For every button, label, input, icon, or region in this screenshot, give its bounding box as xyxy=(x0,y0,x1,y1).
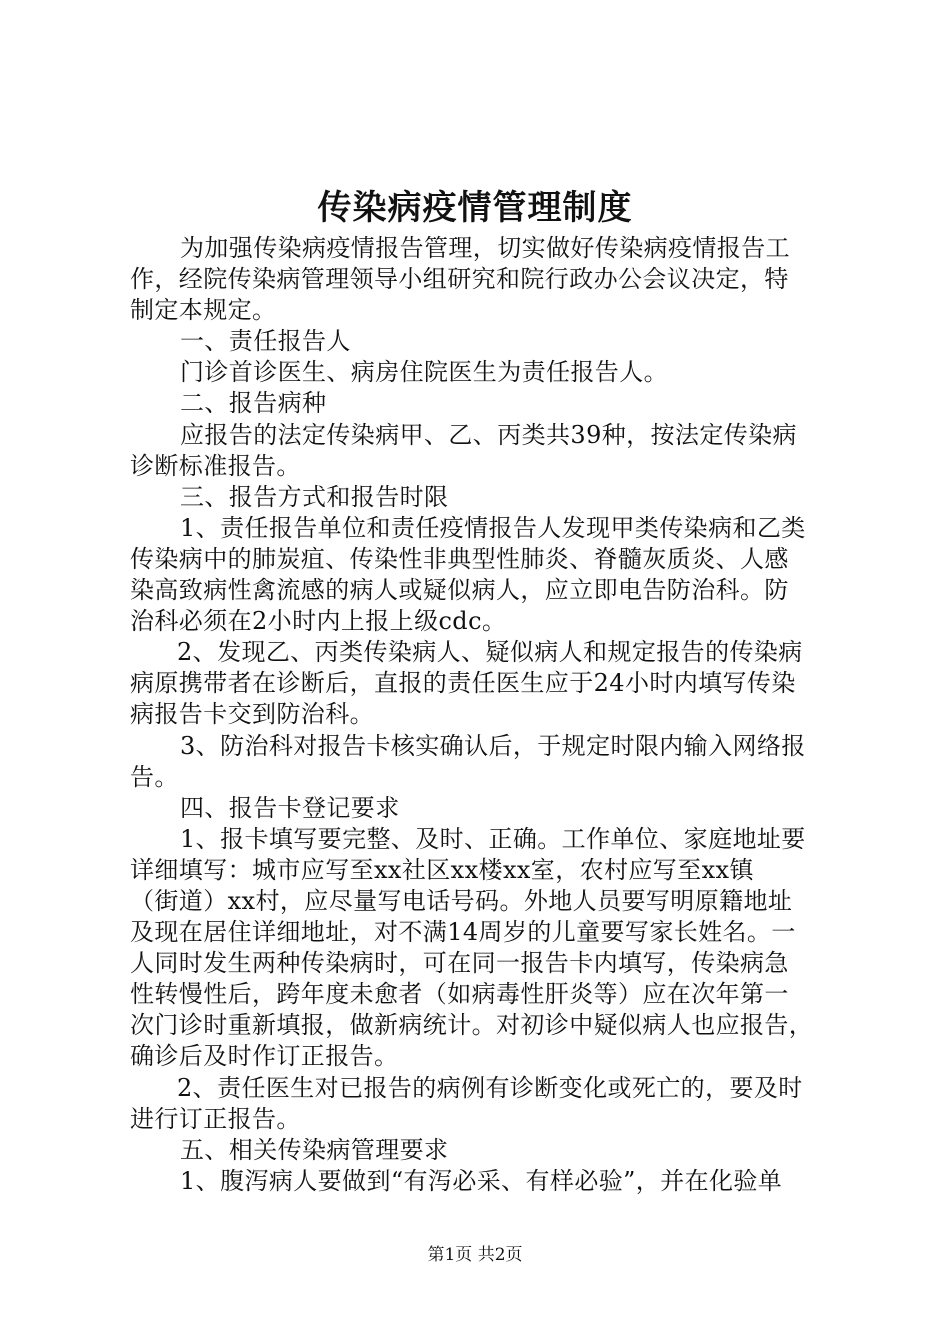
paragraph-line: 门诊首诊医生、病房住院医生为责任报告人。 xyxy=(180,358,668,387)
paragraph-line: 作，经院传染病管理领导小组研究和院行政办公会议决定，特 xyxy=(130,265,789,294)
paragraph-line: 病报告卡交到防治科。 xyxy=(130,700,374,729)
paragraph-line: 制定本规定。 xyxy=(130,296,277,325)
paragraph-line: 3、防治科对报告卡核实确认后，于规定时限内输入网络报 xyxy=(180,731,806,760)
paragraph-line: （街道）xx村，应尽量写电话号码。外地人员要写明原籍地址 xyxy=(130,886,793,915)
paragraph-line: 治科必须在2小时内上报上级cdc。 xyxy=(130,607,507,636)
paragraph-line: 告。 xyxy=(130,762,179,791)
paragraph-line: 传染病中的肺炭疽、传染性非典型性肺炎、脊髓灰质炎、人感 xyxy=(130,544,789,573)
paragraph-line: 1、腹泻病人要做到“有泻必采、有样必验”，并在化验单 xyxy=(180,1166,783,1195)
paragraph-line: 为加强传染病疫情报告管理，切实做好传染病疫情报告工 xyxy=(180,234,790,262)
paragraph-line: 染高致病性禽流感的病人或疑似病人，应立即电告防治科。防 xyxy=(130,576,789,605)
paragraph-line: 1、责任报告单位和责任疫情报告人发现甲类传染病和乙类 xyxy=(180,513,806,542)
paragraph-line: 详细填写：城市应写至xx社区xx楼xx室，农村应写至xx镇 xyxy=(130,855,754,884)
section-heading: 一、责任报告人 xyxy=(180,327,351,356)
paragraph-line: 次门诊时重新填报，做新病统计。对初诊中疑似病人也应报告， xyxy=(130,1011,814,1040)
paragraph-line: 人同时发生两种传染病时，可在同一报告卡内填写，传染病急 xyxy=(130,949,789,978)
section-heading: 四、报告卡登记要求 xyxy=(180,793,400,822)
paragraph-line: 确诊后及时作订正报告。 xyxy=(130,1042,399,1071)
section-heading: 二、报告病种 xyxy=(180,389,327,418)
paragraph-line: 2、责任医生对已报告的病例有诊断变化或死亡的，要及时 xyxy=(177,1073,803,1102)
paragraph-line: 及现在居住详细地址，对不满14周岁的儿童要写家长姓名。一 xyxy=(130,918,796,947)
section-heading: 三、报告方式和报告时限 xyxy=(180,482,449,511)
section-heading: 五、相关传染病管理要求 xyxy=(180,1135,449,1164)
paragraph-line: 进行订正报告。 xyxy=(130,1104,301,1133)
document-body xyxy=(130,233,840,1197)
paragraph-line: 应报告的法定传染病甲、乙、丙类共39种，按法定传染病 xyxy=(180,420,797,449)
paragraph-line: 诊断标准报告。 xyxy=(130,451,301,480)
paragraph-line: 性转慢性后，跨年度未愈者（如病毒性肝炎等）应在次年第一 xyxy=(130,980,789,1009)
document-title: 传染病疫情管理制度 xyxy=(317,188,633,228)
page-footer: 第1页 共2页 xyxy=(427,1245,523,1265)
paragraph-line: 1、报卡填写要完整、及时、正确。工作单位、家庭地址要 xyxy=(180,824,806,853)
paragraph-line: 病原携带者在诊断后，直报的责任医生应于24小时内填写传染 xyxy=(130,669,796,698)
paragraph-line: 2、发现乙、丙类传染病人、疑似病人和规定报告的传染病 xyxy=(177,638,803,667)
